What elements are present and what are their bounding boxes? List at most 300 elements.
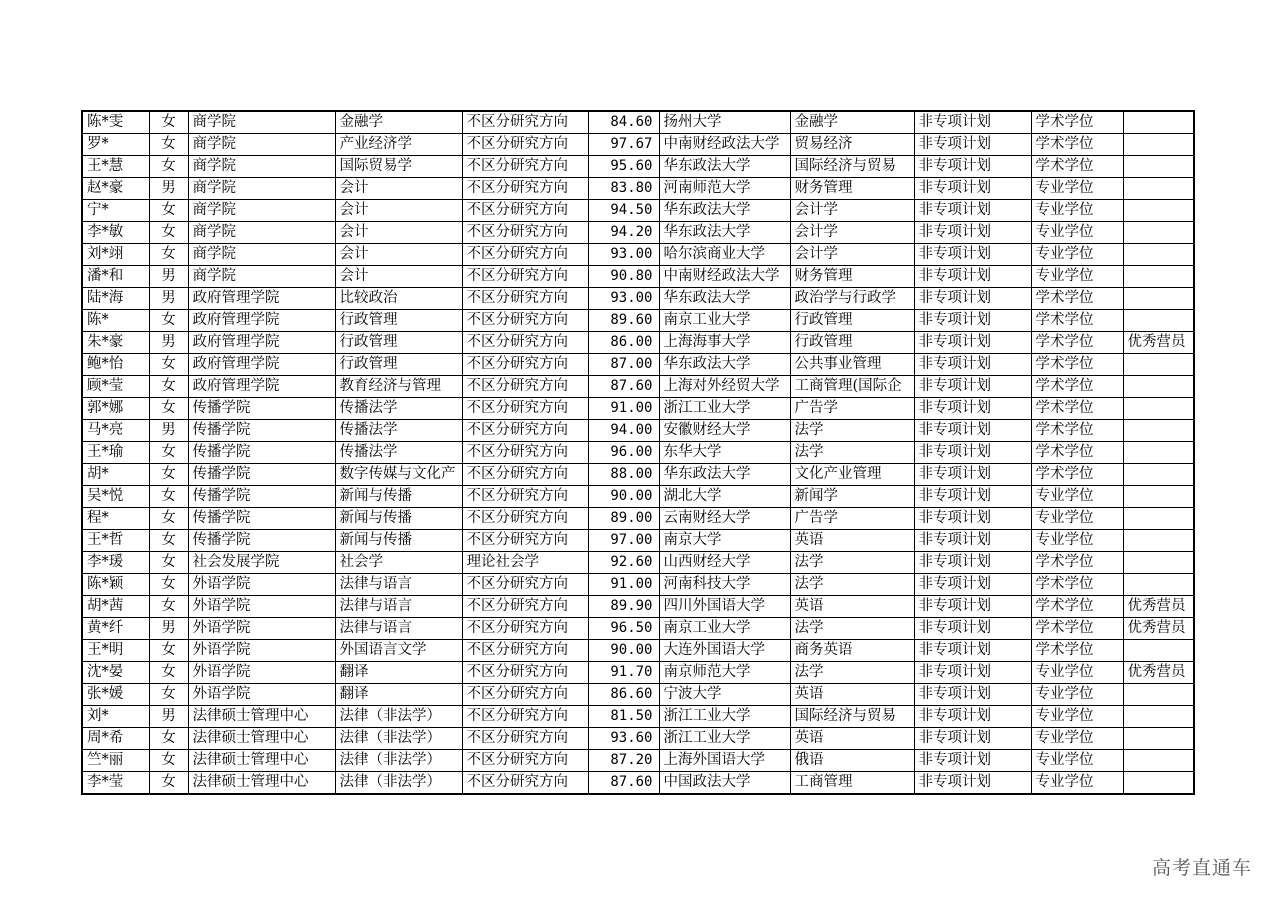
- table-row: [82, 596, 1194, 618]
- direction-cell: 不区分研究方向: [462, 111, 588, 134]
- undergrad-school-cell: 华东政法大学: [659, 156, 790, 178]
- score-cell: 87.60: [588, 772, 659, 795]
- degree-type-cell: 学术学位: [1031, 111, 1123, 134]
- direction-cell: 不区分研究方向: [462, 464, 588, 486]
- major-cell: 会计: [335, 222, 462, 244]
- name-cell: 陆*海: [82, 288, 149, 310]
- score-cell: 94.20: [588, 222, 659, 244]
- remark-cell: [1123, 574, 1194, 596]
- undergrad-major-cell: 会计学: [790, 200, 914, 222]
- undergrad-school-cell: 上海外国语大学: [659, 750, 790, 772]
- undergrad-major-cell: 金融学: [790, 111, 914, 134]
- score-cell: 94.00: [588, 420, 659, 442]
- gender-cell: 女: [149, 200, 188, 222]
- undergrad-major-cell: 俄语: [790, 750, 914, 772]
- score-cell: 90.00: [588, 486, 659, 508]
- remark-cell: [1123, 728, 1194, 750]
- table-row: [82, 398, 1194, 420]
- plan-cell: 非专项计划: [914, 310, 1031, 332]
- undergrad-major-cell: 行政管理: [790, 310, 914, 332]
- table-row: [82, 222, 1194, 244]
- score-cell: 89.90: [588, 596, 659, 618]
- gender-cell: 女: [149, 464, 188, 486]
- undergrad-school-cell: 华东政法大学: [659, 288, 790, 310]
- degree-type-cell: 学术学位: [1031, 288, 1123, 310]
- undergrad-major-cell: 广告学: [790, 508, 914, 530]
- degree-type-cell: 专业学位: [1031, 684, 1123, 706]
- table-row: [82, 288, 1194, 310]
- major-cell: 行政管理: [335, 310, 462, 332]
- school-cell: 商学院: [188, 178, 335, 200]
- name-cell: 王*明: [82, 640, 149, 662]
- direction-cell: 不区分研究方向: [462, 376, 588, 398]
- score-cell: 96.00: [588, 442, 659, 464]
- name-cell: 张*媛: [82, 684, 149, 706]
- name-cell: 周*希: [82, 728, 149, 750]
- name-cell: 陈*颖: [82, 574, 149, 596]
- score-cell: 91.70: [588, 662, 659, 684]
- major-cell: 翻译: [335, 684, 462, 706]
- score-cell: 81.50: [588, 706, 659, 728]
- name-cell: 李*敏: [82, 222, 149, 244]
- direction-cell: 不区分研究方向: [462, 200, 588, 222]
- degree-type-cell: 专业学位: [1031, 200, 1123, 222]
- score-cell: 89.00: [588, 508, 659, 530]
- score-cell: 93.00: [588, 244, 659, 266]
- remark-cell: [1123, 178, 1194, 200]
- table-row: [82, 442, 1194, 464]
- table-row: [82, 134, 1194, 156]
- name-cell: 宁*: [82, 200, 149, 222]
- plan-cell: 非专项计划: [914, 354, 1031, 376]
- plan-cell: 非专项计划: [914, 332, 1031, 354]
- remark-cell: [1123, 222, 1194, 244]
- gender-cell: 女: [149, 244, 188, 266]
- gender-cell: 女: [149, 398, 188, 420]
- direction-cell: 不区分研究方向: [462, 134, 588, 156]
- plan-cell: 非专项计划: [914, 508, 1031, 530]
- degree-type-cell: 专业学位: [1031, 750, 1123, 772]
- degree-type-cell: 学术学位: [1031, 574, 1123, 596]
- undergrad-school-cell: 扬州大学: [659, 111, 790, 134]
- name-cell: 潘*和: [82, 266, 149, 288]
- direction-cell: 不区分研究方向: [462, 596, 588, 618]
- degree-type-cell: 专业学位: [1031, 662, 1123, 684]
- plan-cell: 非专项计划: [914, 772, 1031, 795]
- undergrad-school-cell: 南京工业大学: [659, 310, 790, 332]
- table-row: [82, 552, 1194, 574]
- school-cell: 传播学院: [188, 530, 335, 552]
- undergrad-school-cell: 上海对外经贸大学: [659, 376, 790, 398]
- undergrad-major-cell: 新闻学: [790, 486, 914, 508]
- table-row: [82, 111, 1194, 134]
- remark-cell: [1123, 750, 1194, 772]
- degree-type-cell: 专业学位: [1031, 772, 1123, 795]
- remark-cell: [1123, 398, 1194, 420]
- undergrad-school-cell: 华东政法大学: [659, 222, 790, 244]
- degree-type-cell: 专业学位: [1031, 728, 1123, 750]
- major-cell: 法律（非法学）: [335, 772, 462, 795]
- degree-type-cell: 学术学位: [1031, 310, 1123, 332]
- name-cell: 陈*: [82, 310, 149, 332]
- major-cell: 翻译: [335, 662, 462, 684]
- name-cell: 胡*: [82, 464, 149, 486]
- major-cell: 会计: [335, 244, 462, 266]
- plan-cell: 非专项计划: [914, 574, 1031, 596]
- gender-cell: 女: [149, 486, 188, 508]
- gender-cell: 女: [149, 354, 188, 376]
- undergrad-school-cell: 浙江工业大学: [659, 398, 790, 420]
- name-cell: 王*哲: [82, 530, 149, 552]
- degree-type-cell: 学术学位: [1031, 442, 1123, 464]
- plan-cell: 非专项计划: [914, 288, 1031, 310]
- degree-type-cell: 学术学位: [1031, 332, 1123, 354]
- plan-cell: 非专项计划: [914, 111, 1031, 134]
- gender-cell: 男: [149, 618, 188, 640]
- major-cell: 数字传媒与文化产: [335, 464, 462, 486]
- undergrad-major-cell: 工商管理: [790, 772, 914, 795]
- undergrad-school-cell: 安徽财经大学: [659, 420, 790, 442]
- watermark: 高考直通车: [1151, 857, 1252, 879]
- remark-cell: 优秀营员: [1123, 332, 1194, 354]
- major-cell: 行政管理: [335, 332, 462, 354]
- score-cell: 90.80: [588, 266, 659, 288]
- table-row: [82, 772, 1194, 795]
- major-cell: 会计: [335, 200, 462, 222]
- undergrad-major-cell: 法学: [790, 552, 914, 574]
- major-cell: 法律（非法学）: [335, 728, 462, 750]
- score-cell: 91.00: [588, 574, 659, 596]
- table-row: [82, 354, 1194, 376]
- table-row: [82, 508, 1194, 530]
- degree-type-cell: 专业学位: [1031, 266, 1123, 288]
- undergrad-major-cell: 法学: [790, 420, 914, 442]
- name-cell: 王*慧: [82, 156, 149, 178]
- school-cell: 传播学院: [188, 442, 335, 464]
- score-cell: 84.60: [588, 111, 659, 134]
- undergrad-major-cell: 行政管理: [790, 332, 914, 354]
- table-row: [82, 420, 1194, 442]
- degree-type-cell: 学术学位: [1031, 354, 1123, 376]
- remark-cell: [1123, 376, 1194, 398]
- remark-cell: [1123, 640, 1194, 662]
- school-cell: 政府管理学院: [188, 376, 335, 398]
- undergrad-major-cell: 工商管理(国际企: [790, 376, 914, 398]
- remark-cell: [1123, 200, 1194, 222]
- name-cell: 王*瑜: [82, 442, 149, 464]
- remark-cell: [1123, 111, 1194, 134]
- undergrad-major-cell: 会计学: [790, 244, 914, 266]
- undergrad-major-cell: 财务管理: [790, 266, 914, 288]
- degree-type-cell: 学术学位: [1031, 618, 1123, 640]
- undergrad-school-cell: 湖北大学: [659, 486, 790, 508]
- name-cell: 竺*丽: [82, 750, 149, 772]
- school-cell: 法律硕士管理中心: [188, 728, 335, 750]
- major-cell: 传播法学: [335, 420, 462, 442]
- undergrad-school-cell: 南京大学: [659, 530, 790, 552]
- gender-cell: 女: [149, 750, 188, 772]
- major-cell: 行政管理: [335, 354, 462, 376]
- score-cell: 87.20: [588, 750, 659, 772]
- gender-cell: 男: [149, 178, 188, 200]
- degree-type-cell: 专业学位: [1031, 486, 1123, 508]
- plan-cell: 非专项计划: [914, 222, 1031, 244]
- name-cell: 李*莹: [82, 772, 149, 795]
- table-row: [82, 332, 1194, 354]
- school-cell: 外语学院: [188, 662, 335, 684]
- score-cell: 87.60: [588, 376, 659, 398]
- direction-cell: 不区分研究方向: [462, 772, 588, 795]
- plan-cell: 非专项计划: [914, 662, 1031, 684]
- school-cell: 商学院: [188, 200, 335, 222]
- direction-cell: 不区分研究方向: [462, 156, 588, 178]
- gender-cell: 女: [149, 508, 188, 530]
- undergrad-school-cell: 中南财经政法大学: [659, 266, 790, 288]
- undergrad-school-cell: 浙江工业大学: [659, 706, 790, 728]
- score-cell: 95.60: [588, 156, 659, 178]
- major-cell: 新闻与传播: [335, 530, 462, 552]
- major-cell: 新闻与传播: [335, 486, 462, 508]
- name-cell: 刘*翊: [82, 244, 149, 266]
- remark-cell: [1123, 310, 1194, 332]
- plan-cell: 非专项计划: [914, 200, 1031, 222]
- school-cell: 商学院: [188, 266, 335, 288]
- remark-cell: [1123, 464, 1194, 486]
- school-cell: 外语学院: [188, 684, 335, 706]
- degree-type-cell: 学术学位: [1031, 156, 1123, 178]
- table-row: [82, 156, 1194, 178]
- school-cell: 外语学院: [188, 596, 335, 618]
- undergrad-major-cell: 法学: [790, 574, 914, 596]
- remark-cell: [1123, 552, 1194, 574]
- school-cell: 政府管理学院: [188, 310, 335, 332]
- undergrad-school-cell: 大连外国语大学: [659, 640, 790, 662]
- plan-cell: 非专项计划: [914, 684, 1031, 706]
- direction-cell: 不区分研究方向: [462, 310, 588, 332]
- name-cell: 朱*豪: [82, 332, 149, 354]
- school-cell: 法律硕士管理中心: [188, 750, 335, 772]
- score-cell: 83.80: [588, 178, 659, 200]
- table-row: [82, 618, 1194, 640]
- remark-cell: [1123, 134, 1194, 156]
- score-cell: 86.60: [588, 684, 659, 706]
- name-cell: 郭*娜: [82, 398, 149, 420]
- school-cell: 传播学院: [188, 398, 335, 420]
- remark-cell: 优秀营员: [1123, 618, 1194, 640]
- plan-cell: 非专项计划: [914, 728, 1031, 750]
- remark-cell: [1123, 244, 1194, 266]
- table-row: [82, 662, 1194, 684]
- table-row: [82, 310, 1194, 332]
- undergrad-school-cell: 山西财经大学: [659, 552, 790, 574]
- major-cell: 国际贸易学: [335, 156, 462, 178]
- degree-type-cell: 专业学位: [1031, 508, 1123, 530]
- direction-cell: 理论社会学: [462, 552, 588, 574]
- major-cell: 产业经济学: [335, 134, 462, 156]
- undergrad-school-cell: 哈尔滨商业大学: [659, 244, 790, 266]
- gender-cell: 女: [149, 310, 188, 332]
- direction-cell: 不区分研究方向: [462, 530, 588, 552]
- school-cell: 外语学院: [188, 574, 335, 596]
- direction-cell: 不区分研究方向: [462, 486, 588, 508]
- score-cell: 93.60: [588, 728, 659, 750]
- score-cell: 87.00: [588, 354, 659, 376]
- major-cell: 法律与语言: [335, 574, 462, 596]
- table-row: [82, 750, 1194, 772]
- table-row: [82, 684, 1194, 706]
- undergrad-major-cell: 财务管理: [790, 178, 914, 200]
- plan-cell: 非专项计划: [914, 244, 1031, 266]
- gender-cell: 女: [149, 552, 188, 574]
- score-cell: 90.00: [588, 640, 659, 662]
- undergrad-school-cell: 中国政法大学: [659, 772, 790, 795]
- degree-type-cell: 学术学位: [1031, 398, 1123, 420]
- direction-cell: 不区分研究方向: [462, 662, 588, 684]
- undergrad-school-cell: 河南师范大学: [659, 178, 790, 200]
- major-cell: 传播法学: [335, 442, 462, 464]
- undergrad-major-cell: 英语: [790, 596, 914, 618]
- plan-cell: 非专项计划: [914, 398, 1031, 420]
- gender-cell: 男: [149, 266, 188, 288]
- degree-type-cell: 专业学位: [1031, 178, 1123, 200]
- gender-cell: 男: [149, 420, 188, 442]
- degree-type-cell: 专业学位: [1031, 244, 1123, 266]
- remark-cell: [1123, 706, 1194, 728]
- undergrad-major-cell: 英语: [790, 728, 914, 750]
- gender-cell: 女: [149, 574, 188, 596]
- undergrad-school-cell: 东华大学: [659, 442, 790, 464]
- undergrad-school-cell: 华东政法大学: [659, 200, 790, 222]
- plan-cell: 非专项计划: [914, 156, 1031, 178]
- school-cell: 传播学院: [188, 508, 335, 530]
- school-cell: 社会发展学院: [188, 552, 335, 574]
- plan-cell: 非专项计划: [914, 442, 1031, 464]
- name-cell: 程*: [82, 508, 149, 530]
- gender-cell: 男: [149, 288, 188, 310]
- direction-cell: 不区分研究方向: [462, 354, 588, 376]
- table-row: [82, 706, 1194, 728]
- major-cell: 教育经济与管理: [335, 376, 462, 398]
- major-cell: 传播法学: [335, 398, 462, 420]
- major-cell: 法律（非法学）: [335, 706, 462, 728]
- undergrad-major-cell: 商务英语: [790, 640, 914, 662]
- undergrad-school-cell: 上海海事大学: [659, 332, 790, 354]
- gender-cell: 男: [149, 332, 188, 354]
- school-cell: 商学院: [188, 222, 335, 244]
- remark-cell: [1123, 772, 1194, 795]
- remark-cell: [1123, 288, 1194, 310]
- major-cell: 新闻与传播: [335, 508, 462, 530]
- table-row: [82, 486, 1194, 508]
- undergrad-major-cell: 公共事业管理: [790, 354, 914, 376]
- name-cell: 赵*豪: [82, 178, 149, 200]
- direction-cell: 不区分研究方向: [462, 442, 588, 464]
- admission-table: [81, 110, 1195, 795]
- gender-cell: 女: [149, 772, 188, 795]
- remark-cell: 优秀营员: [1123, 596, 1194, 618]
- remark-cell: [1123, 420, 1194, 442]
- major-cell: 法律与语言: [335, 596, 462, 618]
- plan-cell: 非专项计划: [914, 178, 1031, 200]
- major-cell: 法律与语言: [335, 618, 462, 640]
- undergrad-school-cell: 华东政法大学: [659, 464, 790, 486]
- table-row: [82, 464, 1194, 486]
- degree-type-cell: 学术学位: [1031, 464, 1123, 486]
- direction-cell: 不区分研究方向: [462, 728, 588, 750]
- undergrad-school-cell: 浙江工业大学: [659, 728, 790, 750]
- gender-cell: 女: [149, 684, 188, 706]
- undergrad-school-cell: 四川外国语大学: [659, 596, 790, 618]
- table-row: [82, 574, 1194, 596]
- table-row: [82, 266, 1194, 288]
- table-row: [82, 728, 1194, 750]
- direction-cell: 不区分研究方向: [462, 706, 588, 728]
- undergrad-major-cell: 政治学与行政学: [790, 288, 914, 310]
- remark-cell: [1123, 508, 1194, 530]
- remark-cell: [1123, 486, 1194, 508]
- direction-cell: 不区分研究方向: [462, 398, 588, 420]
- remark-cell: [1123, 156, 1194, 178]
- major-cell: 外国语言文学: [335, 640, 462, 662]
- score-cell: 97.00: [588, 530, 659, 552]
- undergrad-major-cell: 英语: [790, 684, 914, 706]
- remark-cell: [1123, 354, 1194, 376]
- table-row: [82, 178, 1194, 200]
- school-cell: 传播学院: [188, 464, 335, 486]
- direction-cell: 不区分研究方向: [462, 288, 588, 310]
- school-cell: 商学院: [188, 134, 335, 156]
- school-cell: 商学院: [188, 156, 335, 178]
- degree-type-cell: 专业学位: [1031, 706, 1123, 728]
- school-cell: 法律硕士管理中心: [188, 772, 335, 795]
- score-cell: 93.00: [588, 288, 659, 310]
- major-cell: 会计: [335, 178, 462, 200]
- score-cell: 92.60: [588, 552, 659, 574]
- direction-cell: 不区分研究方向: [462, 244, 588, 266]
- gender-cell: 女: [149, 530, 188, 552]
- undergrad-school-cell: 宁波大学: [659, 684, 790, 706]
- direction-cell: 不区分研究方向: [462, 684, 588, 706]
- remark-cell: [1123, 684, 1194, 706]
- plan-cell: 非专项计划: [914, 530, 1031, 552]
- name-cell: 罗*: [82, 134, 149, 156]
- direction-cell: 不区分研究方向: [462, 750, 588, 772]
- undergrad-major-cell: 国际经济与贸易: [790, 156, 914, 178]
- name-cell: 顾*莹: [82, 376, 149, 398]
- degree-type-cell: 学术学位: [1031, 376, 1123, 398]
- undergrad-school-cell: 中南财经政法大学: [659, 134, 790, 156]
- plan-cell: 非专项计划: [914, 596, 1031, 618]
- remark-cell: [1123, 266, 1194, 288]
- direction-cell: 不区分研究方向: [462, 508, 588, 530]
- degree-type-cell: 专业学位: [1031, 530, 1123, 552]
- plan-cell: 非专项计划: [914, 420, 1031, 442]
- undergrad-major-cell: 法学: [790, 662, 914, 684]
- plan-cell: 非专项计划: [914, 618, 1031, 640]
- name-cell: 吴*悦: [82, 486, 149, 508]
- table-row: [82, 640, 1194, 662]
- undergrad-school-cell: 南京工业大学: [659, 618, 790, 640]
- score-cell: 94.50: [588, 200, 659, 222]
- school-cell: 政府管理学院: [188, 354, 335, 376]
- name-cell: 黄*纤: [82, 618, 149, 640]
- major-cell: 社会学: [335, 552, 462, 574]
- degree-type-cell: 学术学位: [1031, 596, 1123, 618]
- undergrad-school-cell: 南京师范大学: [659, 662, 790, 684]
- plan-cell: 非专项计划: [914, 464, 1031, 486]
- gender-cell: 女: [149, 156, 188, 178]
- name-cell: 沈*晏: [82, 662, 149, 684]
